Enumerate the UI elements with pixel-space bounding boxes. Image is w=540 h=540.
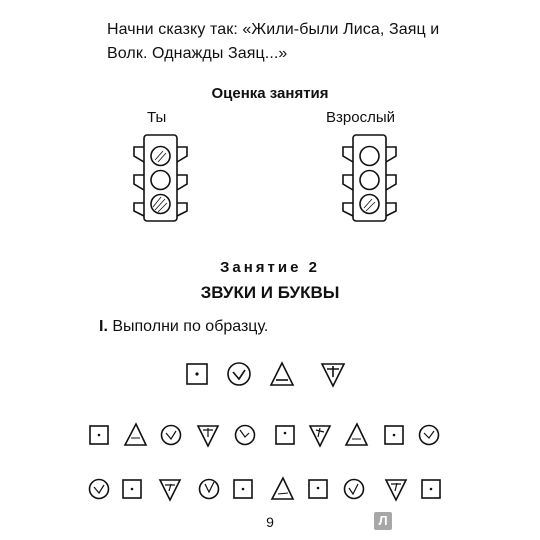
- lesson-number: Занятие 2: [220, 259, 320, 276]
- practice-row-1[interactable]: [90, 424, 439, 446]
- traffic-light-you-yellow-circle[interactable]: [151, 171, 170, 190]
- traffic-light-adult-green-circle[interactable]: [360, 195, 379, 214]
- traffic-light-you-red-circle[interactable]: [151, 147, 170, 166]
- task-text: Выполни по образцу.: [112, 318, 269, 335]
- intro-text: Начни сказку так: «Жили-были Лиса, Заяц и Волк. Однажды Заяц...»: [107, 21, 440, 62]
- rating-you-label: Ты: [147, 109, 167, 126]
- lesson-title: ЗВУКИ И БУКВЫ: [200, 283, 340, 302]
- sample-row: [187, 363, 344, 386]
- task-number: I.: [99, 318, 108, 335]
- traffic-light-adult-yellow-circle[interactable]: [360, 171, 379, 190]
- rating-adult-label: Взрослый: [326, 109, 395, 126]
- traffic-light-you[interactable]: [134, 135, 187, 221]
- practice-row-2[interactable]: [90, 478, 441, 500]
- traffic-light-adult[interactable]: [343, 135, 396, 221]
- circle-with-check-shape: [228, 363, 250, 385]
- traffic-light-adult-red-circle[interactable]: [360, 147, 379, 166]
- page-number: 9: [266, 514, 274, 530]
- rating-title: Оценка занятия: [211, 85, 329, 102]
- publisher-logo: Л: [374, 512, 392, 530]
- triangle-with-line-shape: [271, 363, 293, 385]
